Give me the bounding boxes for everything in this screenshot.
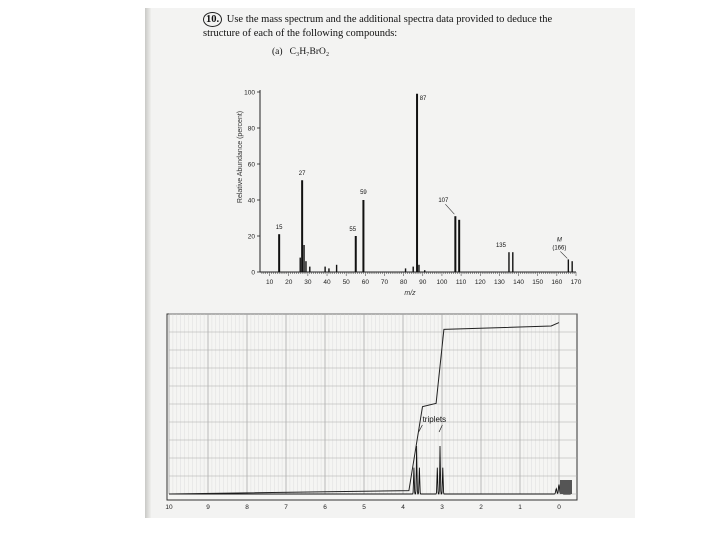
ms-peak-label: 87	[419, 95, 427, 102]
ms-peak-label: 15	[275, 225, 283, 232]
ms-y-tick-label: 100	[244, 89, 255, 97]
nmr-x-tick-labels	[165, 504, 561, 511]
ms-peak-label: 107	[438, 198, 449, 205]
ms-y-tick-label: 20	[247, 233, 255, 241]
ms-x-tick-label: 120	[474, 279, 486, 286]
nmr-x-tick-label: 5	[362, 504, 366, 511]
problem-number: 10.	[203, 12, 222, 27]
nmr-x-tick-label: 4	[401, 504, 405, 511]
ms-axes	[244, 89, 582, 286]
nmr-x-tick-label: 0	[557, 504, 561, 511]
ms-x-tick-label: 20	[285, 279, 293, 286]
ms-peak-label: M	[556, 237, 562, 244]
ms-peak-label: 135	[495, 243, 506, 250]
problem-statement	[203, 12, 583, 40]
ms-label-leader	[445, 204, 454, 214]
nmr-x-tick-label: 2	[479, 504, 483, 511]
ms-y-tick-label: 0	[251, 269, 255, 277]
ms-x-tick-label: 70	[380, 279, 389, 286]
ms-y-tick-label: 60	[247, 161, 255, 169]
nmr-spectrum-chart	[145, 308, 585, 518]
nmr-x-tick-label: 8	[245, 504, 249, 511]
ms-peak-label: 55	[349, 227, 357, 233]
ms-x-tick-label: 140	[513, 279, 524, 286]
ms-y-tick-label: 40	[247, 197, 255, 205]
ms-x-tick-label: 10	[265, 279, 274, 286]
problem-text: Use the mass spectrum and the additional spectra data provided to deduce the structure of each of the following compounds:	[203, 14, 553, 39]
ms-peaks	[279, 94, 572, 272]
problem-part	[272, 47, 329, 57]
ms-x-tick-label: 160	[551, 279, 563, 286]
mass-spectrum-chart	[228, 82, 588, 300]
ms-x-tick-label: 60	[361, 279, 369, 286]
ms-label-leader	[560, 251, 567, 258]
ms-x-tick-label: 30	[304, 279, 312, 286]
nmr-x-tick-label: 9	[206, 504, 210, 511]
molecular-formula: C₃H₇BrO₂	[289, 47, 330, 57]
ms-x-tick-label: 80	[400, 279, 408, 286]
ms-x-tick-label: 100	[436, 279, 448, 286]
ms-x-tick-label: 150	[532, 279, 544, 286]
nmr-x-tick-label: 3	[440, 504, 444, 511]
ms-x-tick-label: 110	[455, 279, 467, 286]
ms-x-axis-label: m/z	[404, 290, 416, 297]
ms-peak-label: 59	[360, 190, 367, 196]
tms-reference-block	[560, 480, 572, 494]
ms-peak-label: (166)	[552, 245, 567, 252]
part-label: (a)	[272, 47, 283, 57]
ms-x-tick-label: 90	[419, 279, 427, 286]
nmr-x-tick-label: 10	[165, 504, 173, 511]
ms-peak-labels	[276, 96, 568, 259]
ms-x-tick-label: 170	[570, 279, 582, 286]
ms-y-tick-label: 80	[247, 125, 255, 133]
nmr-x-tick-label: 6	[323, 504, 327, 511]
ms-y-axis-label: Relative Abundance (percent)	[237, 110, 244, 204]
ms-peak-label: 27	[298, 171, 306, 178]
ms-x-tick-label: 50	[342, 279, 350, 286]
triplets-label: triplets	[422, 415, 447, 424]
ms-x-tick-label: 40	[323, 279, 331, 286]
nmr-x-tick-label: 7	[284, 504, 288, 511]
nmr-x-tick-label: 1	[518, 504, 522, 511]
ms-x-tick-label: 130	[493, 279, 505, 286]
